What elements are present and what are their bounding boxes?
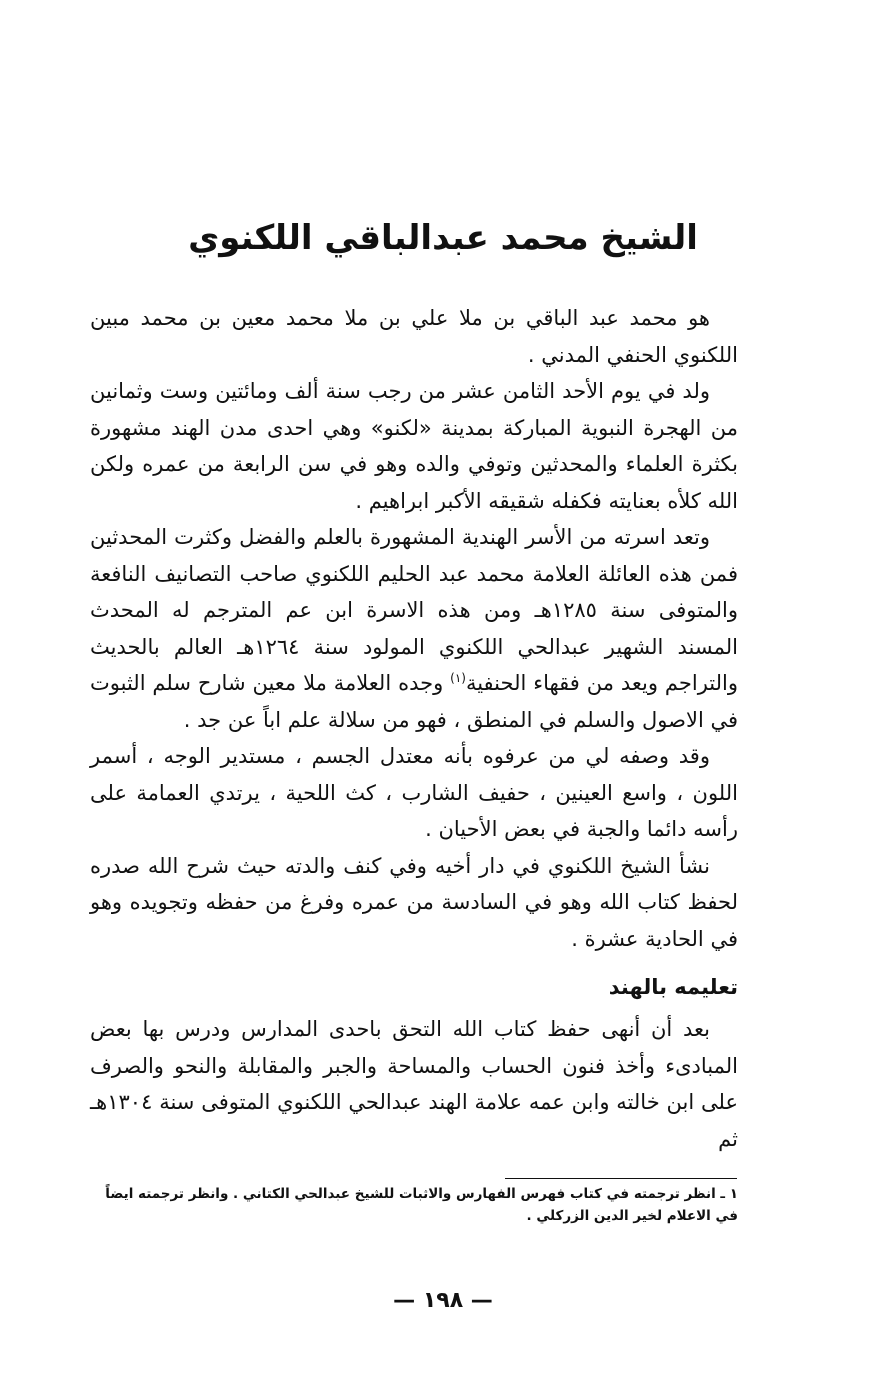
paragraph-5: نشأ الشيخ اللكنوي في دار أخيه وفي كنف والدته حيث شرح الله صدره لحفظ كتاب الله وهو في السادسة من عمره وفرغ من حفظه وتجويده وهو في الحادية عشرة . — [90, 853, 738, 951]
footnote-reference: (١) — [450, 671, 466, 685]
footnote-divider — [505, 1178, 737, 1179]
paragraph-1: هو محمد عبد الباقي بن ملا علي بن ملا محمد معين بن محمد مبين اللكنوي الحنفي المدني . — [90, 306, 738, 367]
paragraph-6: بعد أن أنهى حفظ كتاب الله التحق باحدى المدارس ودرس بها بعض المبادىء وأخذ فنون الحساب والمساحة والجبر والمقابلة والنحو والصرف على ابن خالته وابن عمه علامة الهند عبدالحي اللكنوي المتوفى سنة ١٣٠٤هـ ثم — [90, 1017, 738, 1151]
footnote: ١ ـ انظر ترجمته في كتاب فهرس الفهارس والاثبات للشيخ عبدالحي الكتاني . وانظر ترجمته ايضاً في الاعلام لخير الدين الزركلي . — [105, 1186, 738, 1224]
paragraph-3-text: وتعد اسرته من الأسر الهندية المشهورة بالعلم والفضل وكثرت المحدثين فمن هذه العائلة العلامة محمد عبد الحليم اللكنوي صاحب التصانيف النافعة والمتوفى سنة ١٢٨٥هـ ومن هذه الاسرة ابن عم المترجم له المحدث المسند الشهير عبدالحي اللكنوي المولود سنة ١٢٦٤هـ العالم بالحديث والتراجم ويعد من فقهاء الحنفية — [90, 525, 739, 695]
page-title: الشيخ محمد عبدالباقي اللكنوي — [188, 218, 698, 258]
page-number: — ١٩٨ — — [393, 1288, 493, 1313]
paragraph-3 — [90, 519, 738, 738]
body-text — [90, 300, 738, 1157]
paragraph-2: ولد في يوم الأحد الثامن عشر من رجب سنة ألف ومائتين وست وثمانين من الهجرة النبوية المباركة بمدينة «لكنو» وهي احدى مدن الهند مشهورة بكثرة العلماء والمحدثين وتوفي والده وهو في سن الرابعة من عمره ولكن الله كلأه بعنايته فكفله شقيقه الأكبر ابراهيم . — [90, 379, 738, 513]
paragraph-4: وقد وصفه لي من عرفوه بأنه معتدل الجسم ، مستدير الوجه ، أسمر اللون ، واسع العينين ، حفيف الشارب ، كث اللحية ، يرتدي العمامة على رأسه دائما والجبة في بعض الأحيان . — [90, 744, 738, 841]
paragraph-3-tail: وجده العلامة ملا معين شارح سلم الثبوت في الاصول والسلم في المنطق ، فهو من سلالة علم اباً عن جد . — [90, 671, 738, 732]
section-heading: تعليمه بالهند — [608, 975, 738, 999]
